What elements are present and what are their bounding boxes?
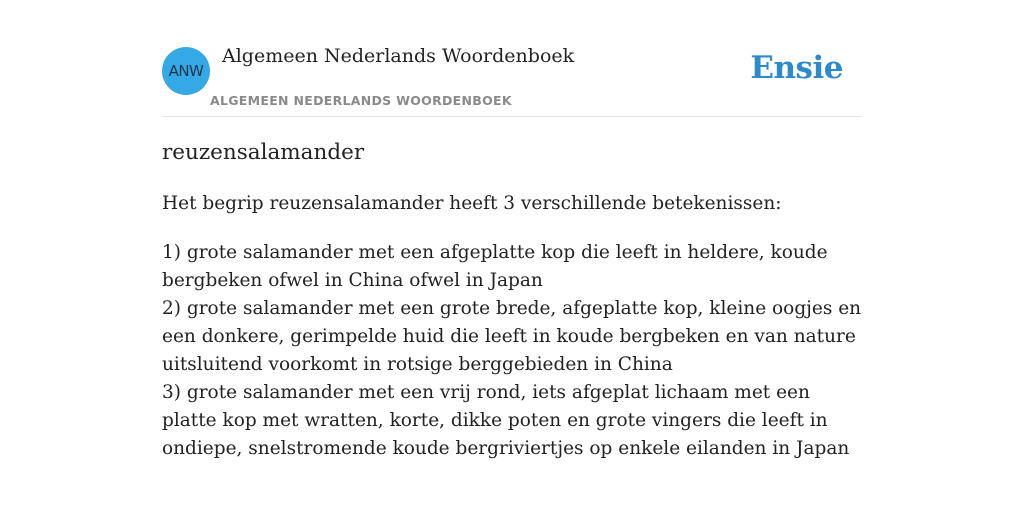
header (162, 0, 862, 117)
ensie-brand-logo[interactable]: Ensie (750, 50, 843, 86)
meaning-item: 2) grote salamander met een grote brede, afgeplatte kop, kleine oogjes en een donkere, gerimpelde huid die leeft in koude bergbeken en van nature uitsluitend voorkomt in rotsige berggebieden in China (162, 298, 862, 375)
entry-word: reuzensalamander (162, 140, 365, 165)
site-subtitle: ALGEMEEN NEDERLANDS WOORDENBOEK (210, 93, 512, 108)
site-title[interactable]: Algemeen Nederlands Woordenboek (222, 45, 575, 67)
anw-logo[interactable]: ANW (162, 47, 210, 95)
meaning-item: 1) grote salamander met een afgeplatte kop die leeft in heldere, koude bergbeken ofwel in China ofwel in Japan (162, 242, 828, 291)
meaning-item: 3) grote salamander met een vrij rond, iets afgeplat lichaam met een platte kop met wratten, korte, dikke poten en grote vingers die leeft in ondiepe, snelstromende koude bergriviertjes op enkele eilanden in Japan (162, 382, 850, 459)
meanings-list (162, 239, 867, 463)
entry-intro: Het begrip reuzensalamander heeft 3 verschillende betekenissen: (162, 193, 782, 214)
content-column (162, 0, 862, 459)
